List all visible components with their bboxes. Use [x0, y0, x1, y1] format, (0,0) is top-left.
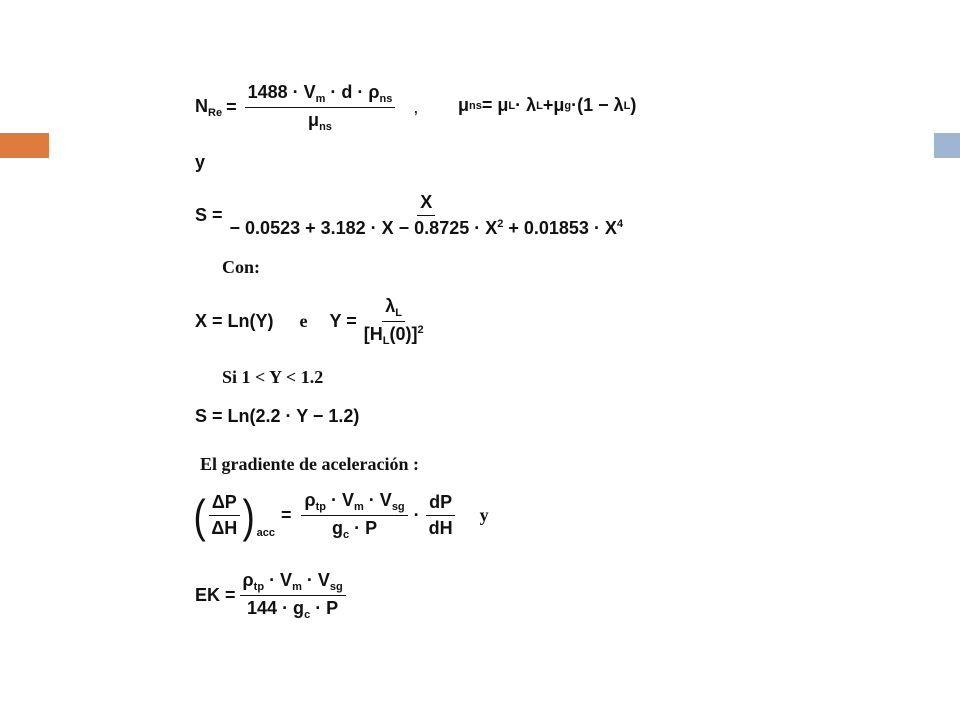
connector-e: e — [299, 311, 308, 331]
equation-y-lhs: Y = — [329, 311, 357, 331]
equation-lhs: EK = — [195, 585, 236, 605]
text-con: Con: — [222, 257, 261, 277]
equation-acceleration — [192, 490, 489, 541]
equation-x-y — [195, 296, 431, 347]
term: $N_{Re}$ — [195, 96, 223, 119]
subscript-acc: acc — [256, 527, 275, 539]
fraction-dp-dh2: $\frac{dP}{dH}$ — [426, 492, 456, 539]
equation-s2: S = Ln(2.2 · Y − 1.2) — [195, 406, 360, 426]
text-gradient: El gradiente de aceleración : — [200, 454, 419, 474]
connector-y: y — [479, 505, 489, 525]
equals-sign: = — [280, 505, 292, 525]
equation-s — [195, 192, 630, 239]
fraction: $\frac{X}{- 0.0523 + 3.182 \cdot X - 0.8725 \cdot X^2 + 0.01853 \cdot X^4}$ — [229, 192, 624, 238]
fraction: $\frac{\rho_{tp} \cdot V_m \cdot V_{sg}}{144 \cdot g_c \cdot P}$ — [240, 570, 346, 621]
close-paren: ) — [242, 489, 256, 542]
equation-x: X = Ln(Y) — [195, 311, 274, 331]
connector-y: y — [195, 152, 206, 172]
fraction-dp-dh: $\frac{\Delta P}{\Delta H}$ — [208, 492, 240, 539]
equation-mu-ns: μ ns = μ L · λ L +μ g ·(1 − λ L ) — [458, 95, 637, 115]
dot: · — [413, 505, 420, 525]
comma: , — [413, 97, 419, 117]
equation-lhs: S = — [195, 205, 223, 225]
fraction: $\frac{1488 \cdot V_m \cdot d \cdot \rho_{ns}}{\mu_{ns}}$ — [245, 82, 396, 133]
accent-bar-left — [0, 133, 49, 158]
fraction-rho: $\frac{\rho_{tp} \cdot V_m \cdot V_{sg}}{g_c \cdot P}$ — [301, 490, 407, 541]
equals-sign: = — [226, 97, 237, 117]
equation-reynolds — [195, 82, 418, 133]
equation-ek — [195, 570, 350, 621]
accent-bar-right — [934, 133, 960, 158]
open-paren: ( — [193, 489, 206, 542]
fraction: $\frac{\lambda_L}{[H_L(0)]^2}$ — [363, 296, 424, 347]
text-condition: Si 1 < Y < 1.2 — [222, 367, 324, 387]
